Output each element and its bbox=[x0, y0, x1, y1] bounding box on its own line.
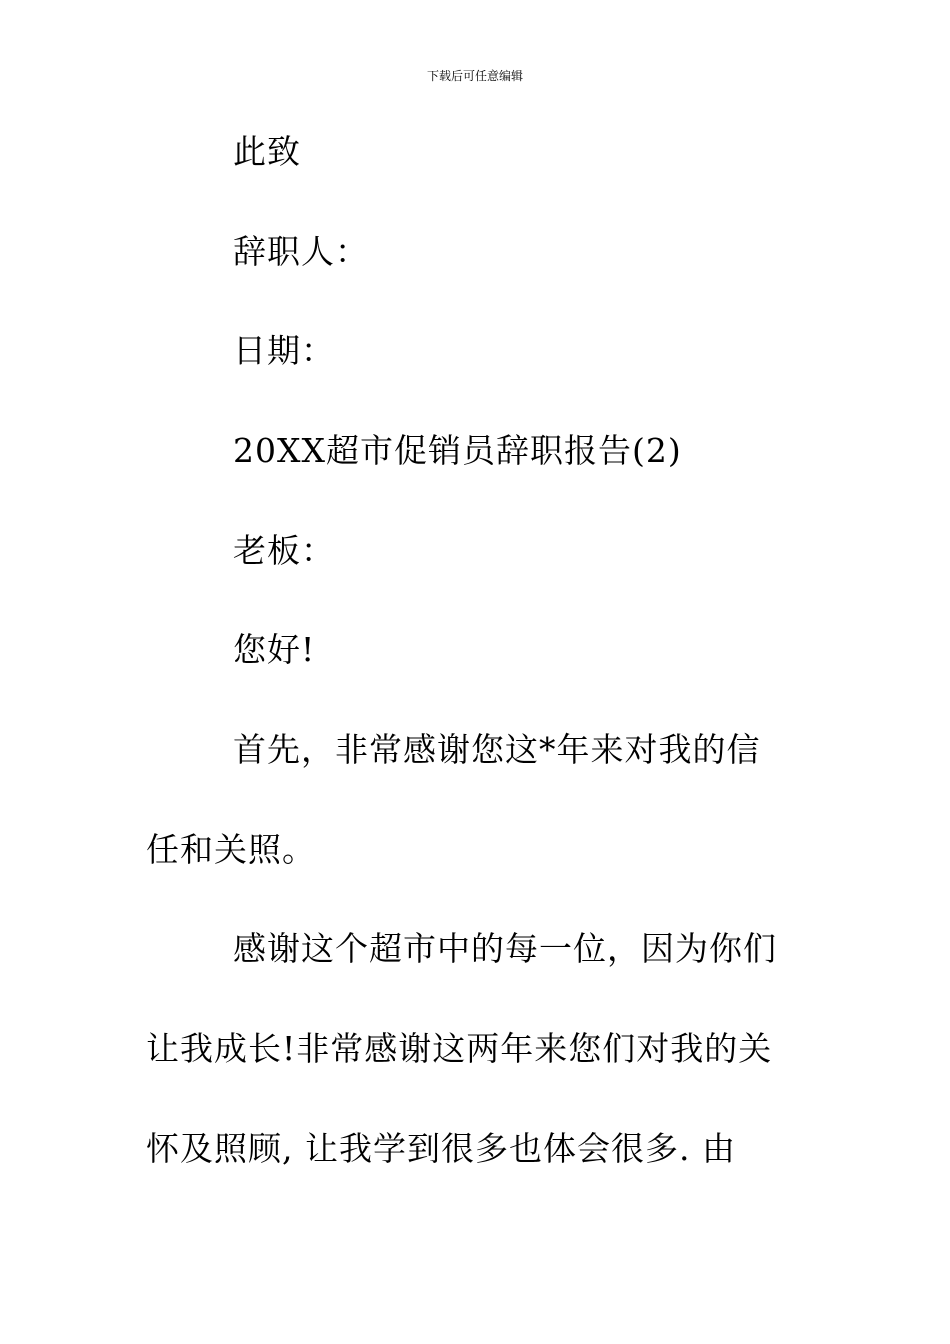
date-label: 日期： bbox=[233, 331, 335, 370]
paragraph-2-line-1: 感谢这个超市中的每一位，因为你们 bbox=[233, 929, 777, 968]
report-title: 20XX超市促销员辞职报告(2) bbox=[233, 431, 682, 470]
hello-line: 您好! bbox=[233, 630, 316, 669]
paragraph-1-line-2: 任和关照。 bbox=[146, 830, 316, 869]
paragraph-2-line-2: 让我成长!非常感谢这两年来您们对我的关 bbox=[146, 1029, 773, 1068]
recipient-greeting: 老板： bbox=[233, 531, 335, 570]
page-header: 下载后可任意编辑 bbox=[426, 69, 523, 83]
paragraph-1-line-1: 首先，非常感谢您这*年来对我的信 bbox=[233, 730, 761, 769]
resigner-label: 辞职人： bbox=[233, 232, 369, 271]
closing-salutation: 此致 bbox=[233, 132, 301, 171]
paragraph-2-line-3: 怀及照顾, 让我学到很多也体会很多. 由 bbox=[146, 1129, 736, 1168]
